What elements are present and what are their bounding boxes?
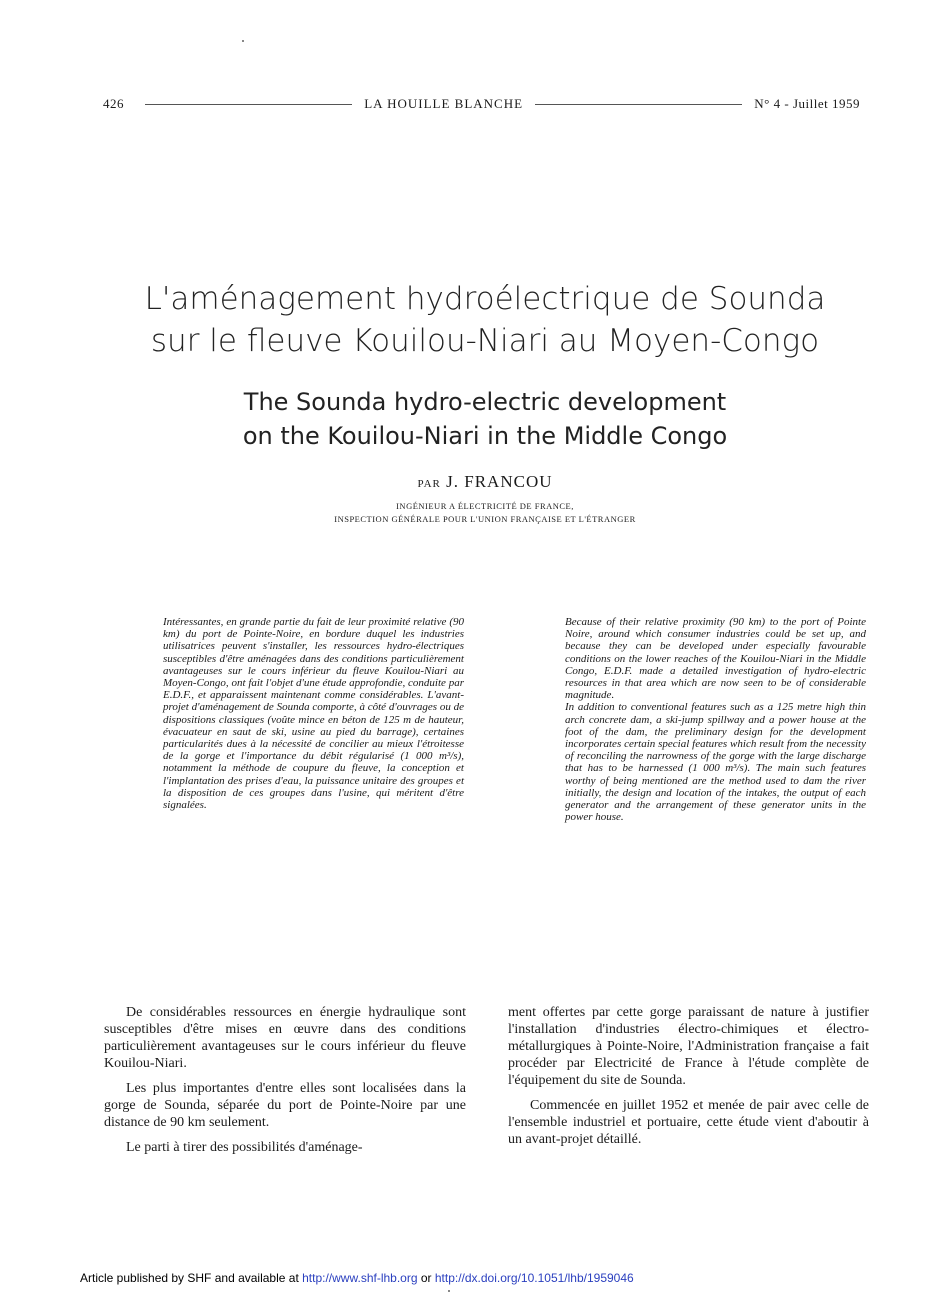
author-name: J. FRANCOU [446,472,553,491]
page-number: 426 [103,96,124,111]
header-rule-left [145,104,352,105]
affiliation-line2: INSPECTION GÉNÉRALE POUR L'UNION FRANÇAISE ET L'ÉTRANGER [334,514,636,524]
journal-name: LA HOUILLE BLANCHE [364,96,524,111]
title-french-line2: sur le fleuve Kouilou-Niari au Moyen-Congo [150,323,820,359]
abstract-english-para2: In addition to conventional features such as a 125 metre high thin arch concrete dam, a ski-jump spillway and a power house at the foot of the dam, the preliminary design for the development incorporates certain special features which result from the necessity of reconciling the narrowness of the gorge with the large discharge that has to be harnessed (1 000 m³/s). The main such features worthy of being mentioned are the method used to dam the river initially, the design and location of the intakes, the output of each generator and the arrangement of these generator units in the power house. [565,701,866,824]
abstract-french [163,616,464,811]
shf-link[interactable]: http://www.shf-lhb.org [302,1271,418,1285]
author-byline [60,472,910,492]
abstract-french-text: Intéressantes, en grande partie du fait de leur proximité relative (90 km) du port de Pointe-Noire, en bordure duquel les industries utilisatrices peuvent s'installer, les ressources hydro-électriques susceptibles d'être aménagées dans des conditions particulièrement avantageuses sur le cours inférieur du fleuve Kouilou-Niari au Moyen-Congo, ont fait l'objet d'une étude approfondie, conduite par E.D.F., et apparaissent maintenant comme considérables. L'avant-projet d'aménagement de Sounda comporte, à côté d'ouvrages ou de dispositions classiques (voûte mince en béton de 125 m de hauteur, évacuateur en saut de ski, usine au pied du barrage), certaines particularités dues à la nécessité de concilier au mieux l'étroitesse de la gorge et l'importance du débit régularisé (1 000 m³/s), notamment la méthode de coupure du fleuve, la conception et l'implantation des prises d'eau, la puissance unitaire des groupes et la disposition de ces groupes dans l'usine, qui méritent d'être signalées. [163,616,464,812]
footer-text: Article published by SHF and available at [80,1271,303,1285]
title-english-line1: The Sounda hydro-electric development [243,388,727,416]
title-french-line1: L'aménagement hydroélectrique de Sounda [144,281,826,317]
running-header [103,96,860,112]
doi-link[interactable]: http://dx.doi.org/10.1051/lhb/1959046 [434,1271,634,1285]
abstract-english [565,616,866,823]
body-paragraph-continued: ment offertes par cette gorge paraissant de nature à justifier l'installation d'industries électro-chimiques et électro-métallurgiques à Pointe-Noire, l'Administration française a fait procéder par Electricité de France à l'étude complète de l'équipement du site de Sounda. [508,1005,869,1088]
body-paragraph: Le parti à tirer des possibilités d'aménage- [126,1140,363,1155]
author-affiliation [260,500,710,526]
header-rule-right [535,104,742,105]
body-column-right [508,1004,869,1156]
abstract-english-para1: Because of their relative proximity (90 km) to the port of Pointe Noire, around which consumer industries could be set up, and because they can be developed under especially favourable conditions on the lower reaches of the Kouilou-Niari in the Middle Congo, E.D.F. made a detailed investigation of hydro-electric resources in that area which are now seen to be of considerable magnitude. [565,616,866,702]
body-paragraph: De considérables ressources en énergie hydraulique sont susceptibles d'être mises en œuvre dans des conditions particulièrement avantageuses sur le cours inférieur du fleuve Kouilou-Niari. [104,1005,466,1071]
title-english-line2: on the Kouilou-Niari in the Middle Congo [242,422,728,450]
title-french [60,278,910,362]
footer-text-or: or [417,1271,435,1285]
scan-speck [448,1290,450,1292]
publication-footer [80,1271,880,1285]
body-paragraph: Les plus importantes d'entre elles sont localisées dans la gorge de Sounda, séparée du port de Pointe-Noire par une distance de 90 km seulement. [104,1081,466,1130]
body-paragraph: Commencée en juillet 1952 et menée de pair avec celle de l'ensemble industriel et portuaire, cette étude vient d'aboutir à un avant-projet détaillé. [508,1098,869,1147]
affiliation-line1: INGÉNIEUR A ÉLECTRICITÉ DE FRANCE, [396,501,574,511]
title-english [60,385,910,453]
author-prefix: PAR [417,478,441,490]
body-column-left [104,1004,466,1164]
scan-speck [242,40,244,42]
issue-info: N° 4 - Juillet 1959 [754,96,860,111]
